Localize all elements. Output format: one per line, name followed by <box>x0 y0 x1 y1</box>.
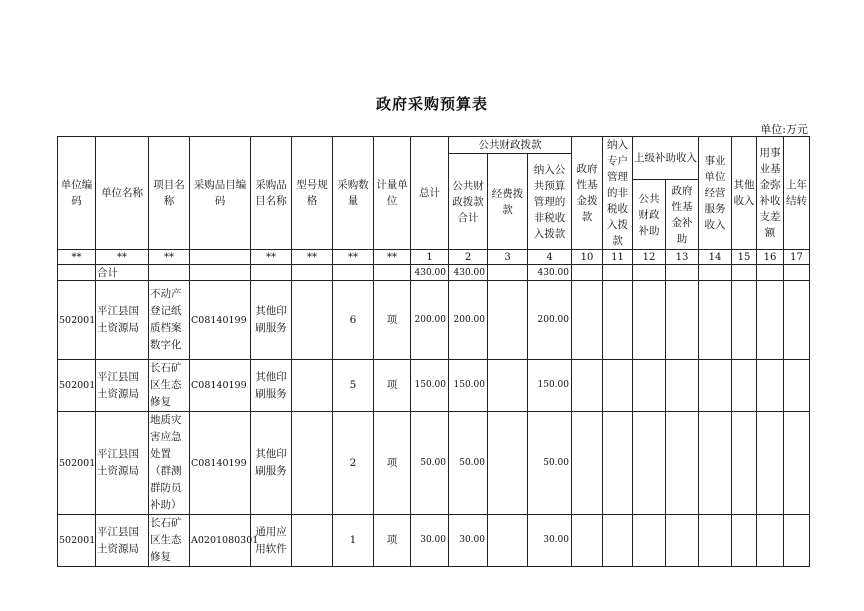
unit-code-cell: 502001 <box>58 360 96 412</box>
index-cell: 17 <box>784 250 810 265</box>
procurement-budget-table <box>57 136 810 567</box>
table-row <box>58 360 810 412</box>
page-title: 政府采购预算表 <box>375 95 488 113</box>
index-cell <box>190 250 251 265</box>
header-catalog-code: 采购品目编码 <box>190 137 251 250</box>
catalog-code-cell: C08140199 <box>190 360 251 412</box>
catalog-code-cell: C08140199 <box>190 412 251 515</box>
table-row <box>58 412 810 515</box>
item-name-cell: 其他印刷服务 <box>251 412 292 515</box>
index-cell: ** <box>251 250 292 265</box>
header-gov-fund-subsidy: 政府性基金补助 <box>666 180 699 250</box>
index-cell: ** <box>374 250 411 265</box>
unit-code-cell: 502001 <box>58 412 96 515</box>
quantity-cell: 1 <box>333 515 374 567</box>
header-unit-code: 单位编码 <box>58 137 96 250</box>
index-cell: 11 <box>603 250 633 265</box>
index-cell: 15 <box>732 250 757 265</box>
project-cell: 地质灾害应急处置（群测群防员补助） <box>149 412 190 515</box>
index-cell: ** <box>333 250 374 265</box>
index-cell: ** <box>149 250 190 265</box>
item-name-cell: 其他印刷服务 <box>251 281 292 360</box>
index-cell: 4 <box>528 250 572 265</box>
index-cell: 1 <box>411 250 449 265</box>
header-model-spec: 型号规格 <box>292 137 333 250</box>
sum-public-total: 430.00 <box>449 265 488 281</box>
nontax-cell: 150.00 <box>528 360 572 412</box>
index-cell: 3 <box>488 250 528 265</box>
index-cell: 13 <box>666 250 699 265</box>
header-measure-unit: 计量单位 <box>374 137 411 250</box>
quantity-cell: 6 <box>333 281 374 360</box>
index-cell: 10 <box>572 250 603 265</box>
header-upper-subsidy: 上级补助收入 <box>633 137 699 180</box>
project-cell: 不动产登记纸质档案数字化 <box>149 281 190 360</box>
header-item-name: 采购品目名称 <box>251 137 292 250</box>
sum-row <box>58 265 810 281</box>
total-cell: 200.00 <box>411 281 449 360</box>
header-public-finance-total: 公共财政拨款合计 <box>449 154 488 250</box>
total-cell: 30.00 <box>411 515 449 567</box>
unit-code-cell: 502001 <box>58 281 96 360</box>
index-cell: 2 <box>449 250 488 265</box>
item-name-cell: 其他印刷服务 <box>251 360 292 412</box>
unit-name-cell: 平江县国土资源局 <box>96 281 149 360</box>
measure-cell: 项 <box>374 281 411 360</box>
total-cell: 50.00 <box>411 412 449 515</box>
unit-name-cell: 平江县国土资源局 <box>96 515 149 567</box>
catalog-code-cell: A0201080301 <box>190 515 251 567</box>
header-business-income: 事业单位经营服务收入 <box>699 137 732 250</box>
header-nontax-allocation: 纳入公共预算管理的非税收入拨款 <box>528 154 572 250</box>
public-total-cell: 200.00 <box>449 281 488 360</box>
header-fund-deficit: 用事业基金弥补收支差额 <box>757 137 784 250</box>
sum-label: 合计 <box>96 265 149 281</box>
header-fund-allocation: 经费拨款 <box>488 154 528 250</box>
sum-nontax: 430.00 <box>528 265 572 281</box>
measure-cell: 项 <box>374 515 411 567</box>
nontax-cell: 200.00 <box>528 281 572 360</box>
header-other-income: 其他收入 <box>732 137 757 250</box>
header-gov-fund: 政府性基金拨款 <box>572 137 603 250</box>
unit-name-cell: 平江县国土资源局 <box>96 412 149 515</box>
unit-name-cell: 平江县国土资源局 <box>96 360 149 412</box>
project-cell: 长石矿区生态修复 <box>149 515 190 567</box>
header-unit-name: 单位名称 <box>96 137 149 250</box>
table-row <box>58 281 810 360</box>
unit-code-cell: 502001 <box>58 515 96 567</box>
measure-cell: 项 <box>374 412 411 515</box>
index-cell: 16 <box>757 250 784 265</box>
item-name-cell: 通用应用软件 <box>251 515 292 567</box>
sum-total: 430.00 <box>411 265 449 281</box>
measure-cell: 项 <box>374 360 411 412</box>
nontax-cell: 30.00 <box>528 515 572 567</box>
header-special-nontax: 纳入专户管理的非税收入拨款 <box>603 137 633 250</box>
unit-label: 单位:万元 <box>760 123 808 136</box>
header-carryover: 上年结转 <box>784 137 810 250</box>
header-total: 总计 <box>411 137 449 250</box>
public-total-cell: 30.00 <box>449 515 488 567</box>
nontax-cell: 50.00 <box>528 412 572 515</box>
public-total-cell: 150.00 <box>449 360 488 412</box>
header-public-subsidy: 公共财政补助 <box>633 180 666 250</box>
index-cell: ** <box>58 250 96 265</box>
table-row <box>58 515 810 567</box>
catalog-code-cell: C08140199 <box>190 281 251 360</box>
public-total-cell: 50.00 <box>449 412 488 515</box>
quantity-cell: 2 <box>333 412 374 515</box>
header-project-name: 项目名称 <box>149 137 190 250</box>
header-quantity: 采购数量 <box>333 137 374 250</box>
project-cell: 长石矿区生态修复 <box>149 360 190 412</box>
index-cell: 12 <box>633 250 666 265</box>
index-cell: 14 <box>699 250 732 265</box>
total-cell: 150.00 <box>411 360 449 412</box>
index-cell: ** <box>292 250 333 265</box>
header-public-finance: 公共财政拨款 <box>449 137 572 154</box>
quantity-cell: 5 <box>333 360 374 412</box>
index-cell: ** <box>96 250 149 265</box>
